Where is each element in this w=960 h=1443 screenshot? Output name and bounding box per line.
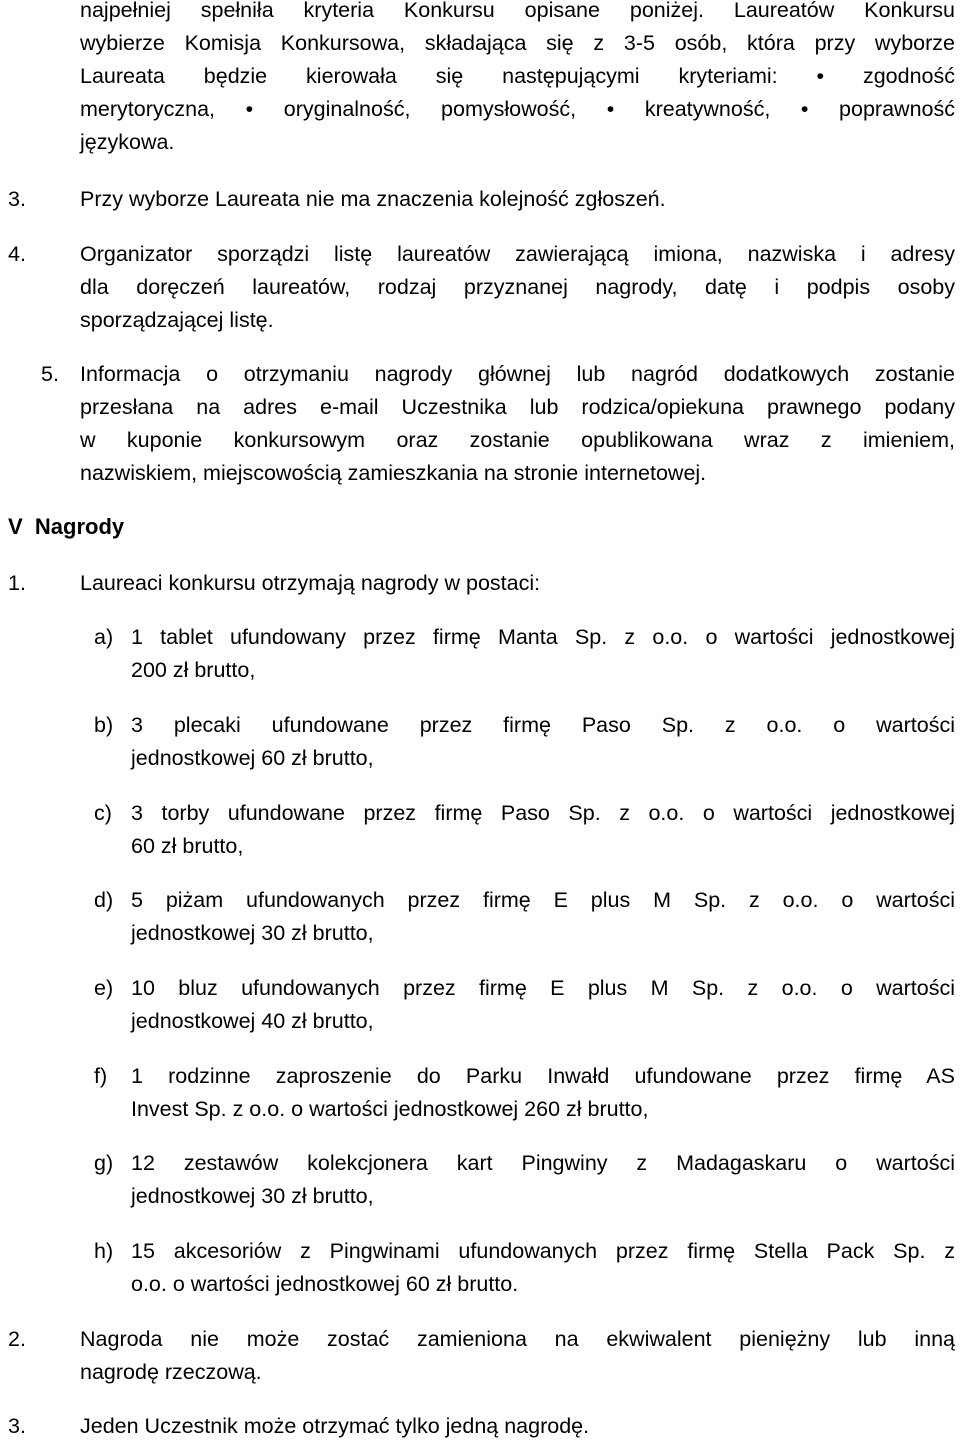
- closing-number: 2.: [8, 1327, 26, 1351]
- point-line: Przy wyborze Laureata nie ma znaczenia kolejność zgłoszeń.: [80, 187, 666, 211]
- point-number: 4.: [8, 242, 26, 266]
- closing-text: [80, 1323, 955, 1389]
- prize-line: 5 piżam ufundowanych przez firmę E plus M Sp. z o.o. o wartości: [131, 888, 955, 912]
- prize-item: [131, 709, 955, 775]
- point-text: [80, 358, 955, 490]
- prize-item: [131, 884, 955, 950]
- point-line: Organizator sporządzi listę laureatów zawierającą imiona, nazwiska i adresy: [80, 242, 955, 266]
- closing-number: 3.: [8, 1414, 26, 1438]
- prize-line: 3 torby ufundowane przez firmę Paso Sp. z o.o. o wartości jednostkowej: [131, 801, 955, 825]
- prizes-intro-number: 1.: [8, 571, 26, 595]
- prize-line: jednostkowej 60 zł brutto,: [131, 746, 374, 770]
- prize-line: jednostkowej 30 zł brutto,: [131, 1184, 374, 1208]
- prize-line: Invest Sp. z o.o. o wartości jednostkowej 260 zł brutto,: [131, 1097, 649, 1121]
- intro-line: merytoryczna, • oryginalność, pomysłowość, • kreatywność, • poprawność: [80, 97, 955, 121]
- point-number: 5.: [41, 362, 59, 386]
- point-text: [80, 238, 955, 337]
- section-heading: V Nagrody: [8, 514, 125, 539]
- prizes-intro-line: Laureaci konkursu otrzymają nagrody w postaci:: [80, 571, 541, 595]
- prize-letter: c): [94, 801, 112, 825]
- prize-letter: f): [94, 1064, 108, 1088]
- prize-line: 10 bluz ufundowanych przez firmę E plus M Sp. z o.o. o wartości: [131, 976, 955, 1000]
- intro-paragraph: [80, 0, 955, 159]
- point-text: [80, 183, 955, 216]
- point-number: 3.: [8, 187, 26, 211]
- point-line: Informacja o otrzymaniu nagrody głównej lub nagród dodatkowych zostanie: [80, 362, 955, 386]
- intro-line: najpełniej spełniła kryteria Konkursu opisane poniżej. Laureatów Konkursu: [80, 0, 955, 22]
- prize-item: [131, 621, 955, 687]
- point-line: sporządzającej listę.: [80, 308, 274, 332]
- prizes-intro-text: [80, 567, 955, 600]
- prize-item: [131, 1060, 955, 1126]
- prize-line: 200 zł brutto,: [131, 658, 256, 682]
- closing-line: nagrodę rzeczową.: [80, 1360, 262, 1384]
- intro-line: Laureata będzie kierowała się następującymi kryteriami: • zgodność: [80, 64, 955, 88]
- prize-letter: e): [94, 976, 114, 1000]
- prize-item: [131, 972, 955, 1038]
- intro-line: wybierze Komisja Konkursowa, składająca się z 3-5 osób, która przy wyborze: [80, 31, 955, 55]
- prize-line: 1 tablet ufundowany przez firmę Manta Sp. z o.o. o wartości jednostkowej: [131, 625, 955, 649]
- prize-letter: d): [94, 888, 114, 912]
- prize-letter: h): [94, 1239, 114, 1263]
- prize-item: [131, 797, 955, 863]
- point-line: przesłana na adres e-mail Uczestnika lub rodzica/opiekuna prawnego podany: [80, 395, 955, 419]
- prize-line: o.o. o wartości jednostkowej 60 zł brutto.: [131, 1272, 519, 1296]
- prize-item: [131, 1235, 955, 1301]
- prize-letter: b): [94, 713, 114, 737]
- closing-line: Jeden Uczestnik może otrzymać tylko jedną nagrodę.: [80, 1414, 590, 1438]
- prize-line: jednostkowej 30 zł brutto,: [131, 921, 374, 945]
- intro-line: językowa.: [80, 130, 175, 154]
- prize-letter: a): [94, 625, 114, 649]
- prize-line: 15 akcesoriów z Pingwinami ufundowanych przez firmę Stella Pack Sp. z: [131, 1239, 955, 1263]
- prize-line: 12 zestawów kolekcjonera kart Pingwiny z Madagaskaru o wartości: [131, 1151, 955, 1175]
- point-line: nazwiskiem, miejscowością zamieszkania na stronie internetowej.: [80, 461, 707, 485]
- closing-text: [80, 1410, 955, 1443]
- point-line: w kuponie konkursowym oraz zostanie opublikowana wraz z imieniem,: [80, 428, 955, 452]
- point-line: dla doręczeń laureatów, rodzaj przyznanej nagrody, datę i podpis osoby: [80, 275, 955, 299]
- prize-line: jednostkowej 40 zł brutto,: [131, 1009, 374, 1033]
- prize-line: 3 plecaki ufundowane przez firmę Paso Sp. z o.o. o wartości: [131, 713, 955, 737]
- closing-line: Nagroda nie może zostać zamieniona na ekwiwalent pieniężny lub inną: [80, 1327, 955, 1351]
- prize-line: 1 rodzinne zaproszenie do Parku Inwałd ufundowane przez firmę AS: [131, 1064, 955, 1088]
- prize-item: [131, 1147, 955, 1213]
- prize-letter: g): [94, 1151, 114, 1175]
- prize-line: 60 zł brutto,: [131, 834, 244, 858]
